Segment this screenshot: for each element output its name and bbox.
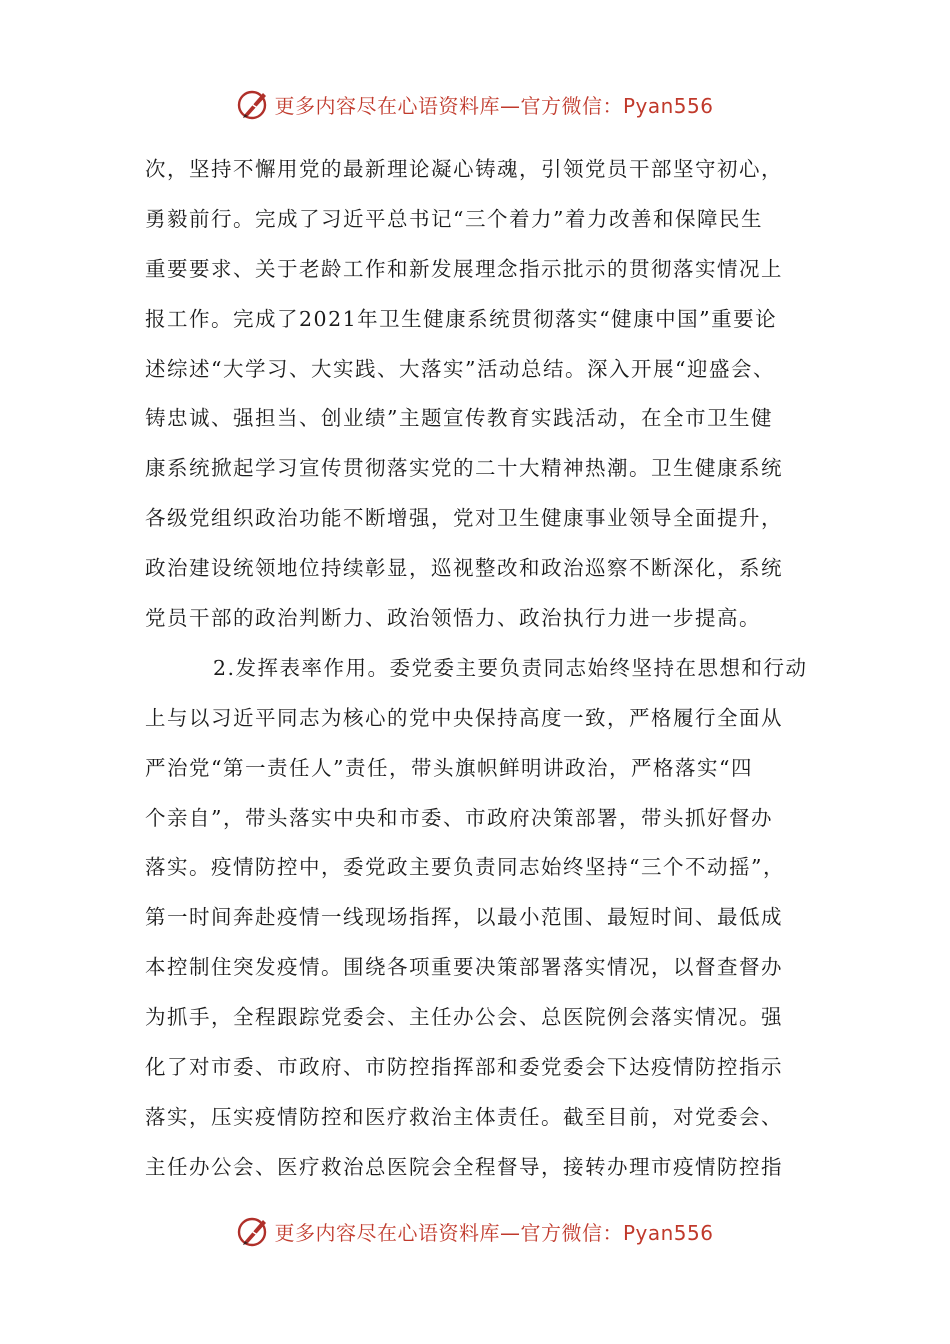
header-banner [0,84,950,124]
text-line: 重要要求、关于老龄工作和新发展理念指示批示的贯彻落实情况上 [145,256,783,281]
text-line: 康系统掀起学习宣传贯彻落实党的二十大精神热潮。卫生健康系统 [145,456,783,481]
text-line: 落实。疫情防控中，委党政主要负责同志始终坚持“三个不动摇”， [145,855,785,880]
text-line: 政治建设统领地位持续彰显，巡视整改和政治巡察不断深化，系统 [145,556,783,581]
text-line: 为抓手，全程跟踪党委会、主任办公会、总医院例会落实情况。强 [145,1005,783,1030]
banner-text: 更多内容尽在心语资料库—官方微信：Pyan556 [274,93,714,118]
text-line: 勇毅前行。完成了习近平总书记“三个着力”着力改善和保障民生 [145,206,763,231]
banner-text: 更多内容尽在心语资料库—官方微信：Pyan556 [274,1220,714,1245]
document-body [145,145,810,1193]
text-line: 个亲自”，带头落实中央和市委、市政府决策部署，带头抓好督办 [145,805,773,830]
text-line: 党员干部的政治判断力、政治领悟力、政治执行力进一步提高。 [145,606,761,631]
text-line: 次，坚持不懈用党的最新理论凝心铸魂，引领党员干部坚守初心， [145,157,783,181]
text-line: 严治党“第一责任人”责任，带头旗帜鲜明讲政治，严格落实“四 [145,755,753,780]
text-line: 述综述“大学习、大实践、大落实”活动总结。深入开展“迎盛会、 [145,356,775,381]
text-line: 落实，压实疫情防控和医疗救治主体责任。截至目前，对党委会、 [145,1104,783,1129]
text-line: 主任办公会、医疗救治总医院会全程督导，接转办理市疫情防控指 [145,1154,783,1179]
pen-logo-icon [236,87,270,121]
paragraph-start-line: 2.发挥表率作用。委党委主要负责同志始终坚持在思想和行动 [213,655,808,680]
footer-banner [0,1211,950,1251]
pen-logo-icon [236,1214,270,1248]
text-line: 报工作。完成了2021年卫生健康系统贯彻落实“健康中国”重要论 [145,306,778,331]
text-line: 铸忠诚、强担当、创业绩”主题宣传教育实践活动，在全市卫生健 [145,406,773,431]
text-line: 化了对市委、市政府、市防控指挥部和委党委会下达疫情防控指示 [145,1055,783,1080]
text-line: 本控制住突发疫情。围绕各项重要决策部署落实情况，以督查督办 [145,955,783,980]
text-line: 上与以习近平同志为核心的党中央保持高度一致，严格履行全面从 [145,705,783,730]
text-line: 第一时间奔赴疫情一线现场指挥，以最小范围、最短时间、最低成 [145,905,783,930]
text-line: 各级党组织政治功能不断增强，党对卫生健康事业领导全面提升， [145,506,783,531]
